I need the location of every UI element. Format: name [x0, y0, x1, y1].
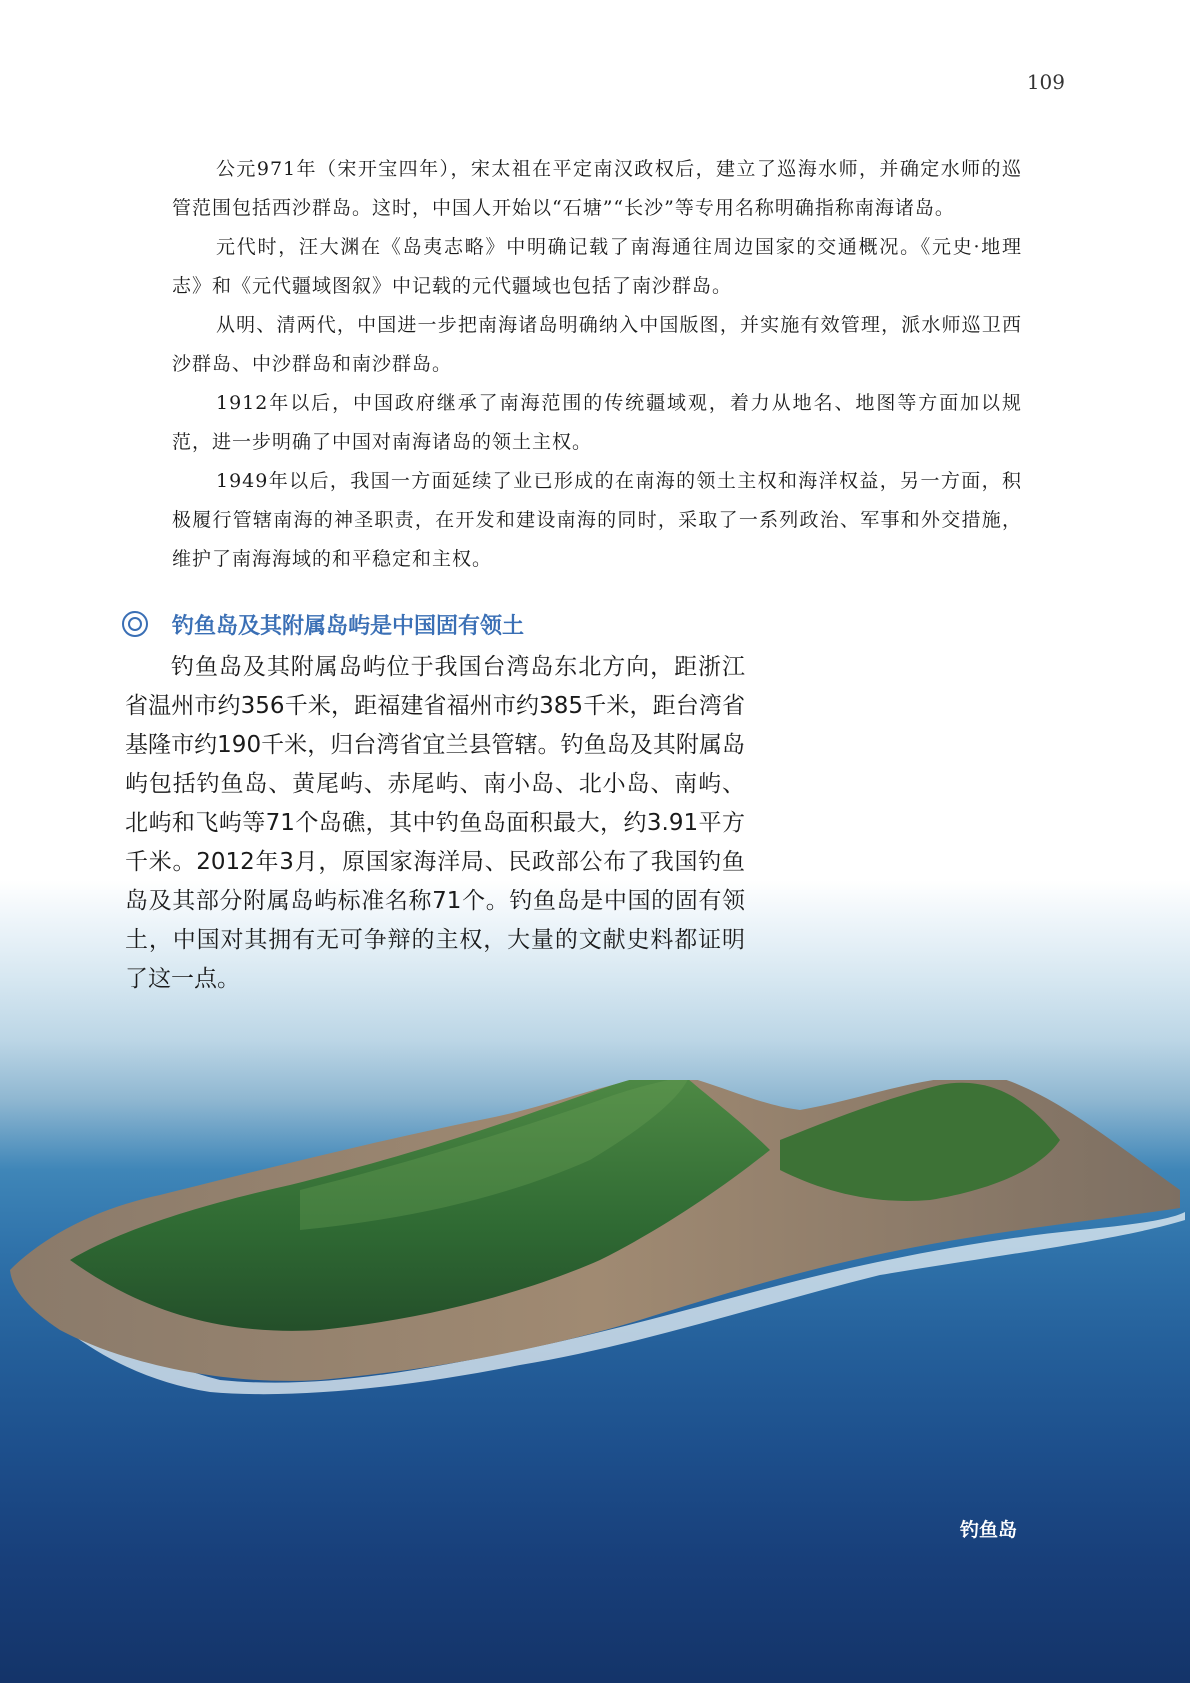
history-paragraph: 从明、清两代，中国进一步把南海诸岛明确纳入中国版图，并实施有效管理，派水师巡卫西沙群岛、中沙群岛和南沙群岛。 [172, 314, 1022, 375]
history-paragraph: 公元971年（宋开宝四年），宋太祖在平定南汉政权后，建立了巡海水师，并确定水师的巡管范围包括西沙群岛。这时，中国人开始以“石塘”“长沙”等专用名称明确指称南海诸岛。 [172, 158, 1022, 219]
diaoyu-island-photo [0, 1080, 1190, 1460]
history-paragraph: 1949年以后，我国一方面延续了业已形成的在南海的领土主权和海洋权益，另一方面，积极履行管辖南海的神圣职责，在开发和建设南海的同时，采取了一系列政治、军事和外交措施，维护了南海海域的和平稳定和主权。 [172, 470, 1022, 570]
history-paragraph: 元代时，汪大渊在《岛夷志略》中明确记载了南海通往周边国家的交通概况。《元史·地理志》和《元代疆域图叙》中记载的元代疆域也包括了南沙群岛。 [172, 236, 1022, 297]
section-heading-text: 钓鱼岛及其附属岛屿是中国固有领土 [172, 613, 525, 639]
section-heading [122, 608, 524, 640]
photo-caption: 钓鱼岛 [960, 1519, 1018, 1541]
history-paragraph: 1912年以后，中国政府继承了南海范围的传统疆域观，着力从地名、地图等方面加以规范，进一步明确了中国对南海诸岛的领土主权。 [172, 392, 1022, 453]
page-number: 109 [1026, 70, 1065, 94]
diaoyu-text-block [125, 648, 745, 999]
history-text-block [172, 150, 1022, 579]
diaoyu-paragraph: 钓鱼岛及其附属岛屿位于我国台湾岛东北方向，距浙江省温州市约356千米，距福建省福州市约385千米，距台湾省基隆市约190千米，归台湾省宜兰县管辖。钓鱼岛及其附属岛屿包括钓鱼岛、黄尾屿、赤尾屿、南小岛、北小岛、南屿、北屿和飞屿等71个岛礁，其中钓鱼岛面积最大，约3.91平方千米。2012年3月，原国家海洋局、民政部公布了我国钓鱼岛及其部分附属岛屿标准名称71个。钓鱼岛是中国的固有领土，中国对其拥有无可争辩的主权，大量的文献史料都证明了这一点。 [125, 654, 745, 992]
double-circle-icon [122, 611, 148, 637]
